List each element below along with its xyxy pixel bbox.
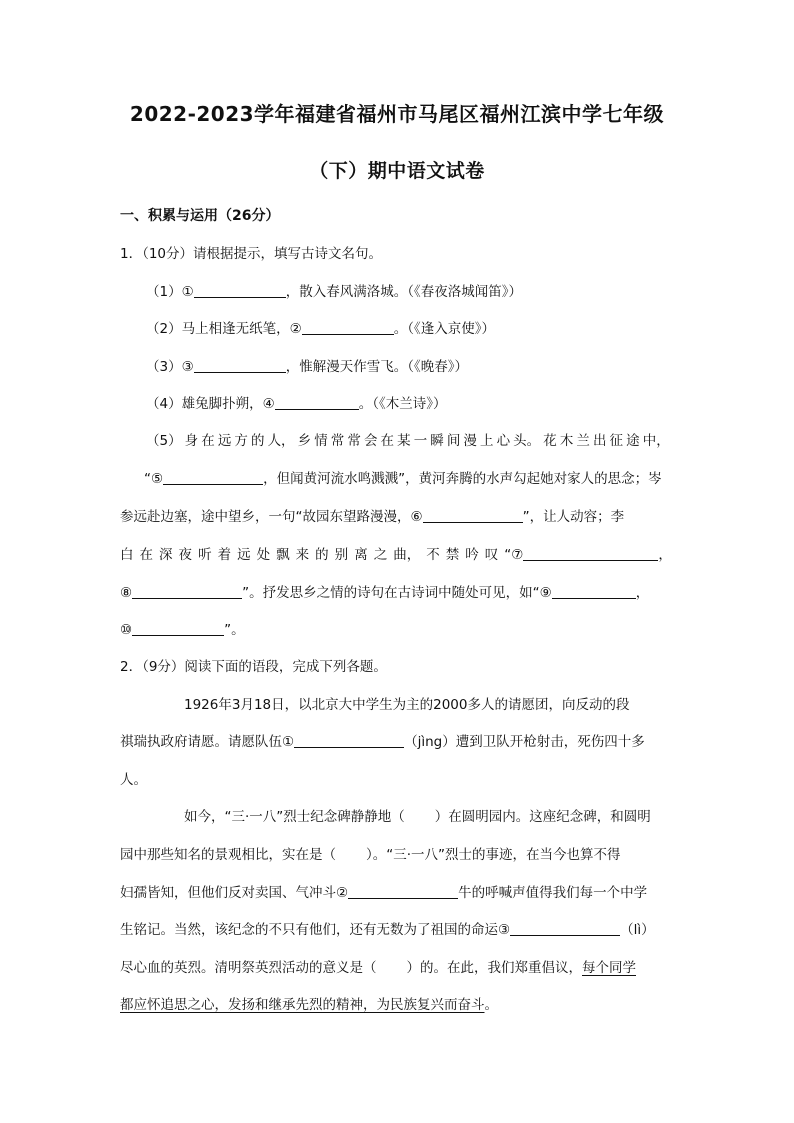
q2-paragraph2-line3: 妇孺皆知，但他们反对卖国、气冲斗② 牛的呼喊声值得我们每一个中学 <box>120 885 648 901</box>
section-heading: 一、积累与运用（26分） <box>120 208 280 224</box>
answer-blank-li[interactable] <box>510 921 620 936</box>
answer-blank-10[interactable] <box>132 621 224 636</box>
q1-item-5-line6: ⑩ ”。 <box>120 622 245 638</box>
underlined-sentence-part2: 都应怀追思之心，发扬和继承先烈的精神，为民族复兴而奋斗 <box>120 997 485 1013</box>
q1-item-5-line2: “⑤ ，但闻黄河流水鸣溅溅”，黄河奔腾的水声勾起她对家人的思念；岑 <box>144 471 662 487</box>
answer-blank-6[interactable] <box>423 508 523 523</box>
q2-paragraph1-line3: 人。 <box>120 772 147 788</box>
answer-blank-3[interactable] <box>194 358 286 373</box>
q1-item-5-line5: ⑧ ”。抒发思乡之情的诗句在古诗词中随处可见，如“⑨ ， <box>120 585 650 601</box>
q2-paragraph2-line4: 生铭记。当然，该纪念的不只有他们，还有无数为了祖国的命运③ （lì） <box>120 922 655 938</box>
answer-blank-7[interactable] <box>523 546 658 561</box>
answer-blank-1[interactable] <box>194 283 286 298</box>
q1-item-4: （4）雄兔脚扑朔，④ 。（《木兰诗》） <box>146 396 447 412</box>
q2-paragraph2-line2: 园中那些知名的景观相比，实在是（ ）。“三·一八”烈士的事迹，在当今也算不得 <box>120 847 621 863</box>
exam-title-line2: （下）期中语文试卷 <box>309 160 485 182</box>
underlined-sentence-part1: 每个同学 <box>582 960 636 976</box>
answer-blank-jing[interactable] <box>294 733 404 748</box>
answer-blank-5[interactable] <box>163 470 263 485</box>
answer-blank-9[interactable] <box>552 584 636 599</box>
question-2-stem: 2．（9分）阅读下面的语段，完成下列各题。 <box>120 659 387 675</box>
answer-blank-2[interactable] <box>302 320 394 335</box>
q1-item-3: （3）③ ，惟解漫天作雪飞。（《晚春》） <box>146 359 468 375</box>
exam-title-line1: 2022-2023学年福建省福州市马尾区福州江滨中学七年级 <box>129 102 665 126</box>
answer-blank-4[interactable] <box>275 395 359 410</box>
q2-paragraph1-line1: 1926年3月18日，以北京大中学生为主的2000多人的请愿团，向反动的段 <box>184 697 630 713</box>
q2-paragraph1-line2: 祺瑞执政府请愿。请愿队伍① （jìng）遭到卫队开枪射击，死伤四十多 <box>120 734 645 750</box>
answer-blank-chong[interactable] <box>348 884 458 899</box>
question-1-stem: 1．（10分）请根据提示，填写古诗文名句。 <box>120 246 383 262</box>
q1-item-1: （1）① ，散入春风满洛城。（《春夜洛城闻笛》） <box>146 284 522 300</box>
q1-item-2: （2）马上相逢无纸笔，② 。（《逢入京使》） <box>146 321 495 337</box>
answer-blank-8[interactable] <box>132 584 242 599</box>
q1-item-5-line4: 白 在 深 夜 听 着 远 处 飘 来 的 别 离 之 曲， 不 禁 吟 叹 “⑦ ， <box>120 547 672 563</box>
q1-item-5-line3: 参远赴边塞，途中望乡，一句“故园东望路漫漫，⑥ ”，让人动容；李 <box>120 509 625 525</box>
q2-paragraph2-line1: 如今，“三·一八”烈士纪念碑静静地（ ）在圆明园内。这座纪念碑，和圆明 <box>184 809 651 825</box>
q2-paragraph2-line5: 尽心血的英烈。清明祭英烈活动的意义是（ ）的。在此，我们郑重倡议，每个同学 <box>120 960 636 976</box>
q1-item-5-line1: （5） 身 在 远 方 的 人， 乡 情 常 常 会 在 某 一 瞬 间 漫 上 心 头。 花 木 兰 出 征 途 中， <box>146 433 670 449</box>
q2-paragraph2-line6: 都应怀追思之心，发扬和继承先烈的精神，为民族复兴而奋斗。 <box>120 997 498 1013</box>
